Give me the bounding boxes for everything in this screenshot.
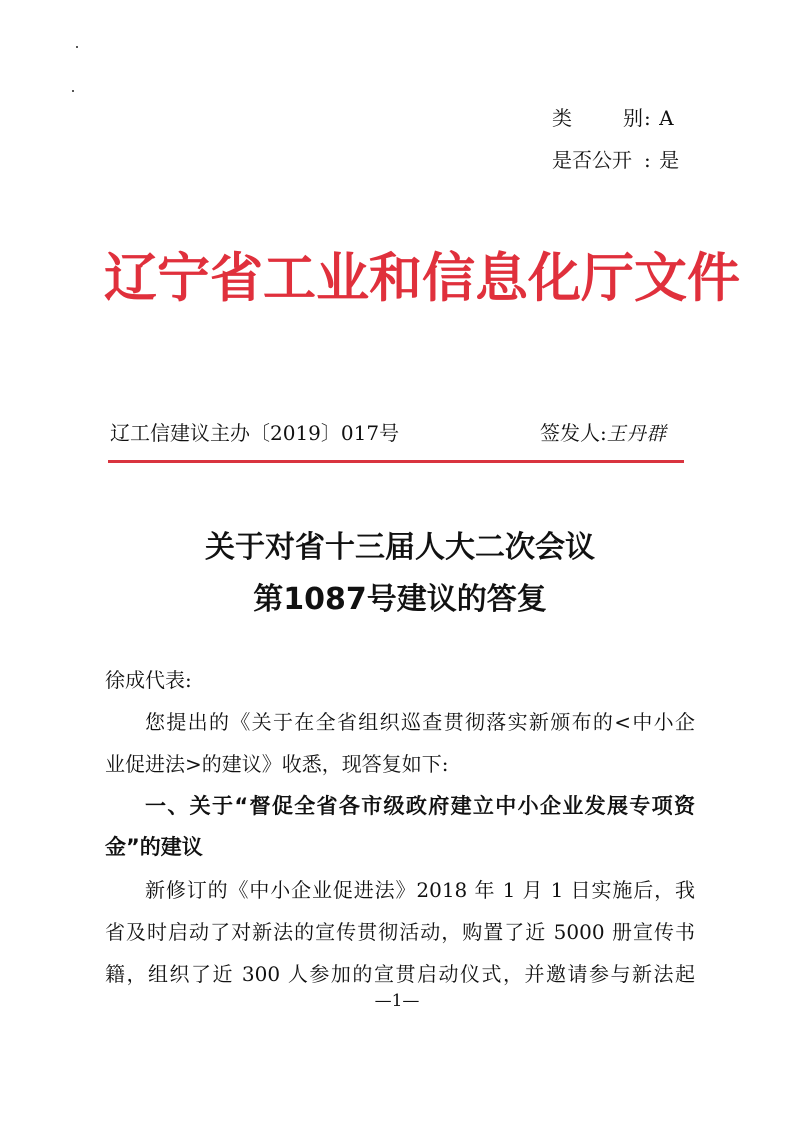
- category-value: A: [659, 106, 675, 130]
- document-number: 辽工信建议主办〔2019〕017号: [110, 421, 400, 445]
- document-title-line1: 关于对省十三届人大二次会议: [205, 530, 595, 565]
- page-number: —1—: [374, 991, 420, 1011]
- paragraph-line: 省及时启动了对新法的宣传贯彻活动，购置了近 5000 册宣传书: [105, 920, 695, 944]
- signer-label: 签发人:: [540, 421, 607, 445]
- section-heading: 一、关于“督促全省各市级政府建立中小企业发展专项资: [145, 794, 695, 818]
- masthead-title: 辽宁省工业和信息化厅文件: [104, 248, 740, 309]
- document-title-line2: 第1087号建议的答复: [253, 582, 547, 617]
- public-row: 是否公开 : 是: [552, 148, 681, 172]
- signer: [540, 421, 667, 446]
- scan-speck: [76, 46, 78, 48]
- salutation: 徐成代表:: [105, 668, 192, 692]
- paragraph-line: 您提出的《关于在全省组织巡查贯彻落实新颁布的<中小企: [145, 710, 695, 734]
- red-divider: [108, 460, 684, 463]
- category-row: 类 别: A: [552, 106, 675, 130]
- paragraph-line: 籍，组织了近 300 人参加的宣贯启动仪式，并邀请参与新法起: [105, 962, 695, 986]
- scan-speck: [72, 90, 74, 92]
- public-value: 是: [659, 148, 681, 172]
- category-label: 类 别: [552, 106, 644, 130]
- paragraph-line: 新修订的《中小企业促进法》2018 年 1 月 1 日实施后，我: [145, 878, 695, 902]
- public-label: 是否公开: [552, 148, 632, 172]
- paragraph-line: 业促进法>的建议》收悉，现答复如下:: [105, 752, 449, 776]
- section-heading: 金”的建议: [105, 835, 203, 859]
- signer-name: 王丹群: [606, 423, 667, 445]
